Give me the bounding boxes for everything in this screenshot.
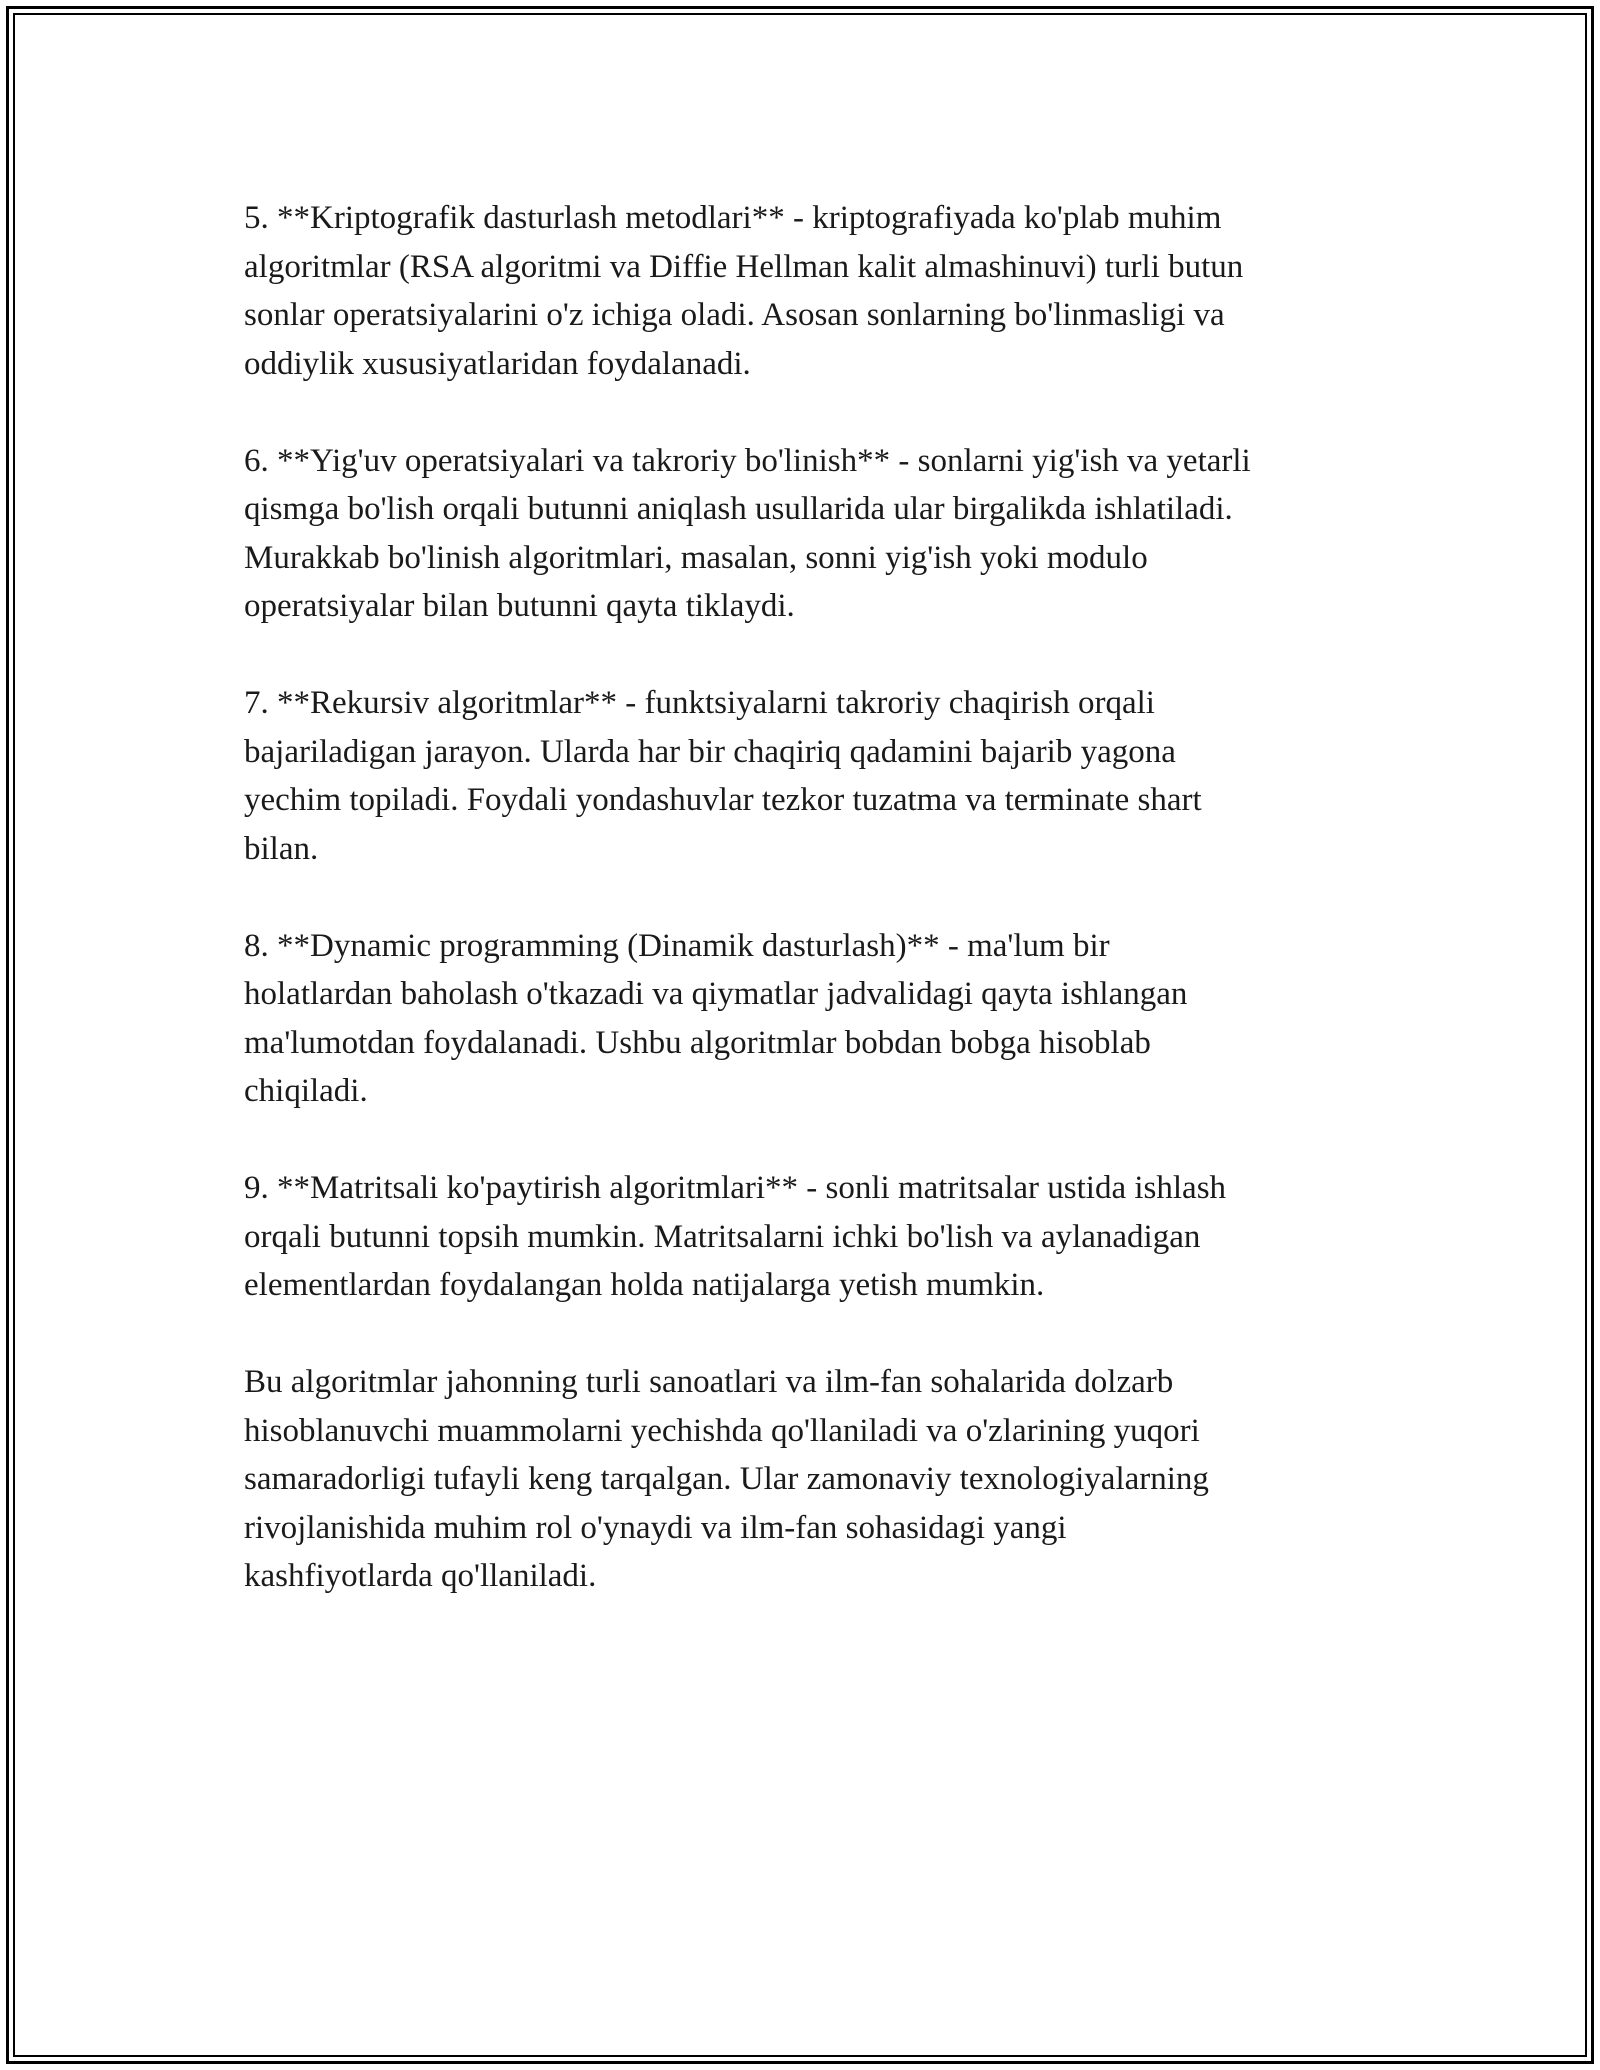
page-frame (6, 6, 1594, 2064)
paragraph-item-5: 5. **Kriptografik dasturlash metodlari** - kriptografiyada ko'plab muhim algoritmlar (RSA algoritmi va Diffie Hellman kalit almashinuvi) turli butun sonlar operatsiyalarini o'z ichiga oladi. Asosan sonlarning bo'linmasligi va oddiylik xususiyatlaridan foydalanadi. (244, 200, 1244, 382)
paragraph-conclusion: Bu algoritmlar jahonning turli sanoatlari va ilm-fan sohalarida dolzarb hisoblanuvchi muammolarni yechishda qo'llaniladi va o'zlarining yuqori samaradorligi tufayli keng tarqalgan. Ular zamonaviy texnologiyalarning rivojlanishida muhim rol o'ynaydi va ilm-fan sohasidagi yangi kashfiyotlarda qo'llaniladi. (244, 1364, 1209, 1594)
paragraph-item-6: 6. **Yig'uv operatsiyalari va takroriy bo'linish** - sonlarni yig'ish va yetarli qismga bo'lish orqali butunni aniqlash usullarida ular birgalikda ishlatiladi. Murakkab bo'linish algoritmlari, masalan, sonni yig'ish yoki modulo operatsiyalar bilan butunni qayta tiklaydi. (244, 442, 1251, 624)
document-body (244, 194, 1404, 1649)
paragraph-item-7: 7. **Rekursiv algoritmlar** - funktsiyalarni takroriy chaqirish orqali bajariladigan jarayon. Ularda har bir chaqiriq qadamini bajarib yagona yechim topiladi. Foydali yondashuvlar tezkor tuzatma va terminate shart bilan. (244, 685, 1202, 867)
paragraph-item-9: 9. **Matritsali ko'paytirish algoritmlari** - sonli matritsalar ustida ishlash orqali butunni topsih mumkin. Matritsalarni ichki bo'lish va aylanadigan elementlardan foydalangan holda natijalarga yetish mumkin. (244, 1170, 1227, 1303)
paragraph-item-8: 8. **Dynamic programming (Dinamik dasturlash)** - ma'lum bir holatlardan baholash o'tkazadi va qiymatlar jadvalidagi qayta ishlangan ma'lumotdan foydalanadi. Ushbu algoritmlar bobdan bobga hisoblab chiqiladi. (244, 927, 1188, 1109)
